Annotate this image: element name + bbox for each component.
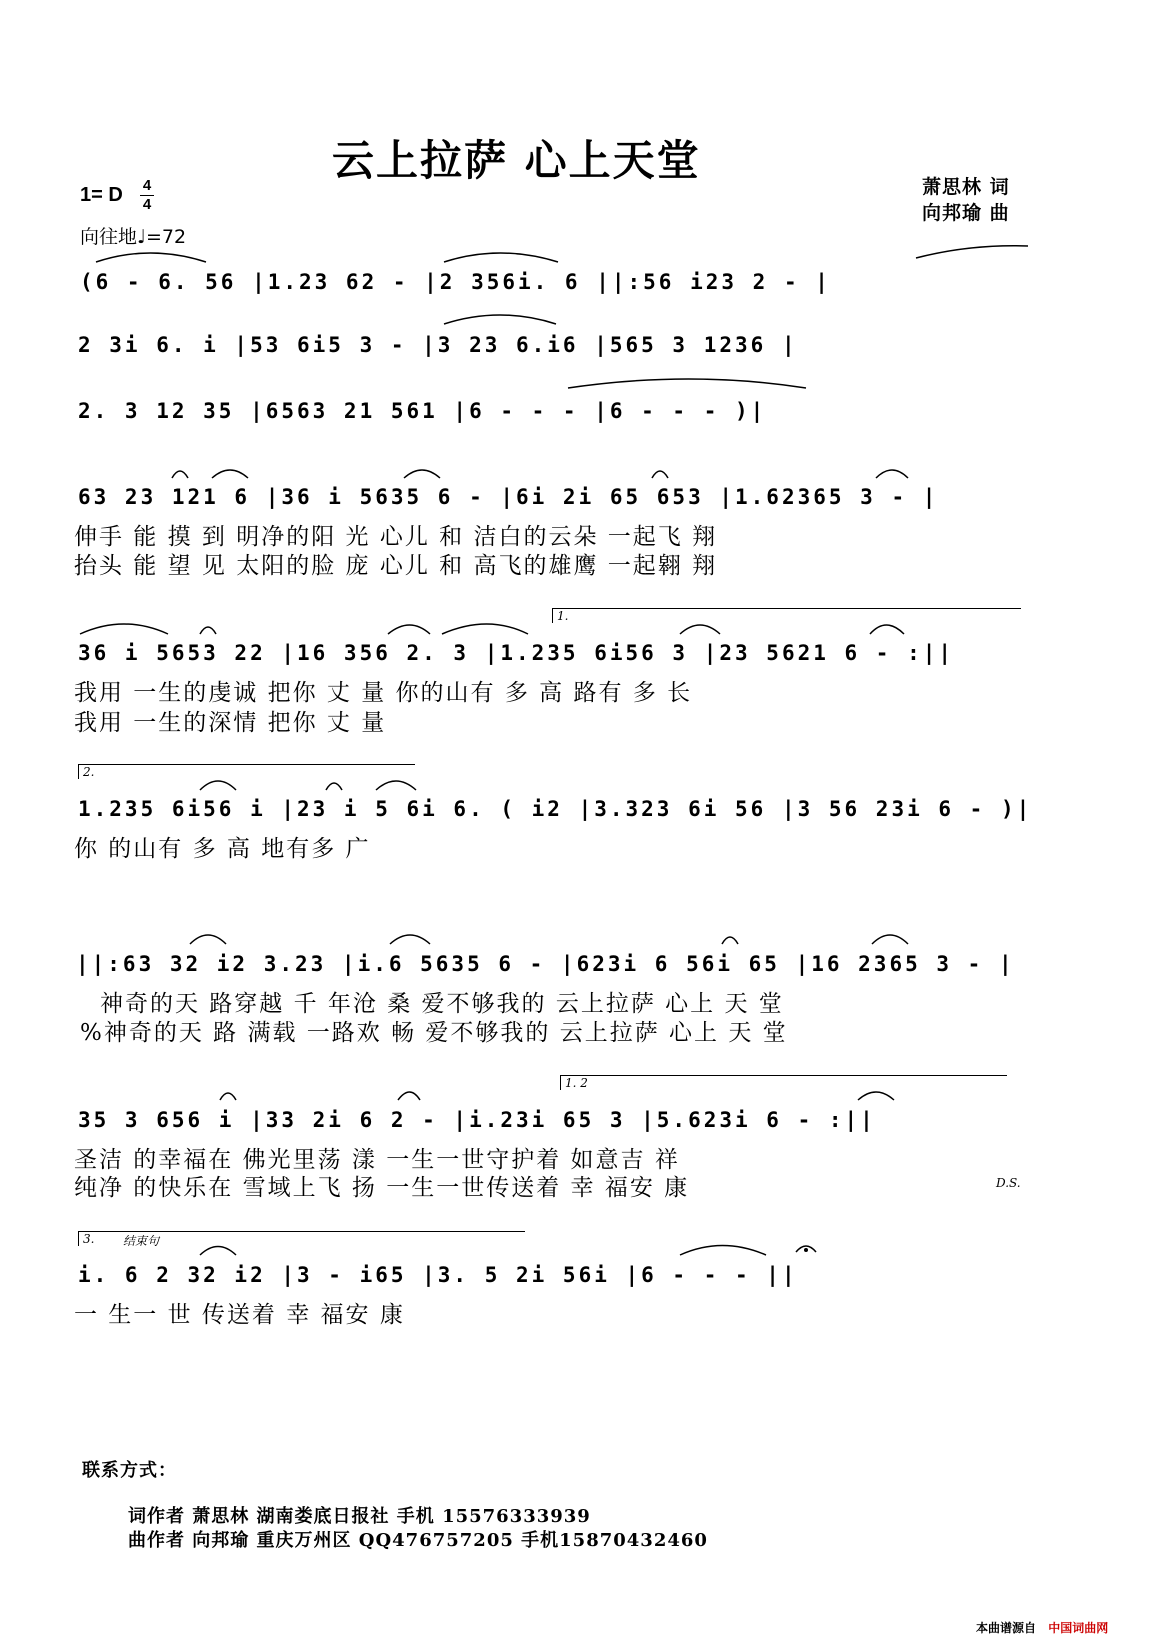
notation-row-3: 2. 3 12 35 |6563 21 561 |6 - - - |6 - - - )| — [78, 399, 767, 423]
notation-row-8: 35 3 656 i |33 2i 6 2 - |i.23i 65 3 |5.623i 6 - :|| — [78, 1108, 876, 1132]
lyrics-row-4-verse-1: 伸手 能 摸 到 明净的阳 光 心儿 和 洁白的云朵 一起飞 翔 — [74, 524, 718, 550]
lyrics-row-5-verse-1: 我用 一生的虔诚 把你 丈 量 你的山有 多 高 路有 多 长 — [74, 680, 693, 706]
time-signature-bottom: 4 — [142, 196, 152, 213]
volta-label: 2. — [83, 765, 95, 779]
time-signature-top: 4 — [142, 177, 152, 194]
contact-label: 联系方式： — [82, 1460, 177, 1481]
source-site-link[interactable]: 中国词曲网 — [1048, 1621, 1109, 1635]
volta-label: 1. — [557, 609, 569, 623]
lyrics-row-8-verse-2: 纯净 的快乐在 雪域上飞 扬 一生一世传送着 幸 福安 康 — [74, 1175, 690, 1201]
lyrics-row-6-verse-1: 你 的山有 多 高 地有多 广 — [74, 836, 371, 862]
source-credit — [976, 1619, 1108, 1636]
source-prefix: 本曲谱源自 — [976, 1621, 1037, 1635]
contact-lyricist: 词作者 萧思林 湖南娄底日报社 手机 15576333939 — [128, 1506, 591, 1527]
dal-segno-mark: D.S. — [996, 1176, 1021, 1190]
composer-credit: 向邦瑜 曲 — [922, 202, 1010, 224]
lyricist-credit: 萧思林 词 — [922, 176, 1010, 198]
notation-row-2: 2 3i 6. i |53 6i5 3 - |3 23 6.i6 |565 3 1236 | — [78, 333, 798, 357]
key-signature: 1= D — [80, 184, 123, 206]
notation-row-5: 36 i 5653 22 |16 356 2. 3 |1.235 6i56 3 |23 5621 6 - :|| — [78, 641, 955, 665]
song-title: 云上拉萨 心上天堂 — [332, 136, 701, 185]
notation-row-1: (6 - 6. 56 |1.23 62 - |2 356i. 6 ||:56 i23 2 - | — [80, 270, 831, 294]
ending-phrase-label: 结束句 — [123, 1234, 160, 1248]
tempo-marking: 向往地♩=72 — [80, 226, 187, 248]
lyrics-row-5-verse-2: 我用 一生的深情 把你 丈 量 — [74, 710, 387, 736]
lyrics-row-9-verse-1: 一 生一 世 传送着 幸 福安 康 — [74, 1302, 405, 1328]
notation-row-9: i. 6 2 32 i2 |3 - i65 |3. 5 2i 56i |6 - - - || — [78, 1263, 798, 1287]
notation-row-4: 63 23 121 6 |36 i 5635 6 - |6i 2i 65 653 |1.62365 3 - | — [78, 485, 939, 509]
contact-composer: 曲作者 向邦瑜 重庆万州区 QQ476757205 手机15870432460 — [128, 1530, 708, 1551]
notation-row-7: ||:63 32 i2 3.23 |i.6 5635 6 - |623i 6 56i 65 |16 2365 3 - | — [76, 952, 1015, 976]
lyrics-row-7-verse-2: %神奇的天 路 满载 一路欢 畅 爱不够我的 云上拉萨 心上 天 堂 — [80, 1020, 788, 1046]
volta-label: 3. — [83, 1232, 95, 1246]
lyrics-row-8-verse-1: 圣洁 的幸福在 佛光里荡 漾 一生一世守护着 如意吉 祥 — [74, 1147, 680, 1173]
lyrics-row-7-verse-1: 神奇的天 路穿越 千 年沧 桑 爱不够我的 云上拉萨 心上 天 堂 — [100, 991, 784, 1017]
volta-label: 1. 2 — [565, 1076, 588, 1090]
notation-row-6: 1.235 6i56 i |23 i 5 6i 6. ( i2 |3.323 6i 56 |3 56 23i 6 - )| — [78, 797, 1033, 821]
lyrics-row-4-verse-2: 抬头 能 望 见 太阳的脸 庞 心儿 和 高飞的雄鹰 一起翱 翔 — [74, 553, 718, 579]
